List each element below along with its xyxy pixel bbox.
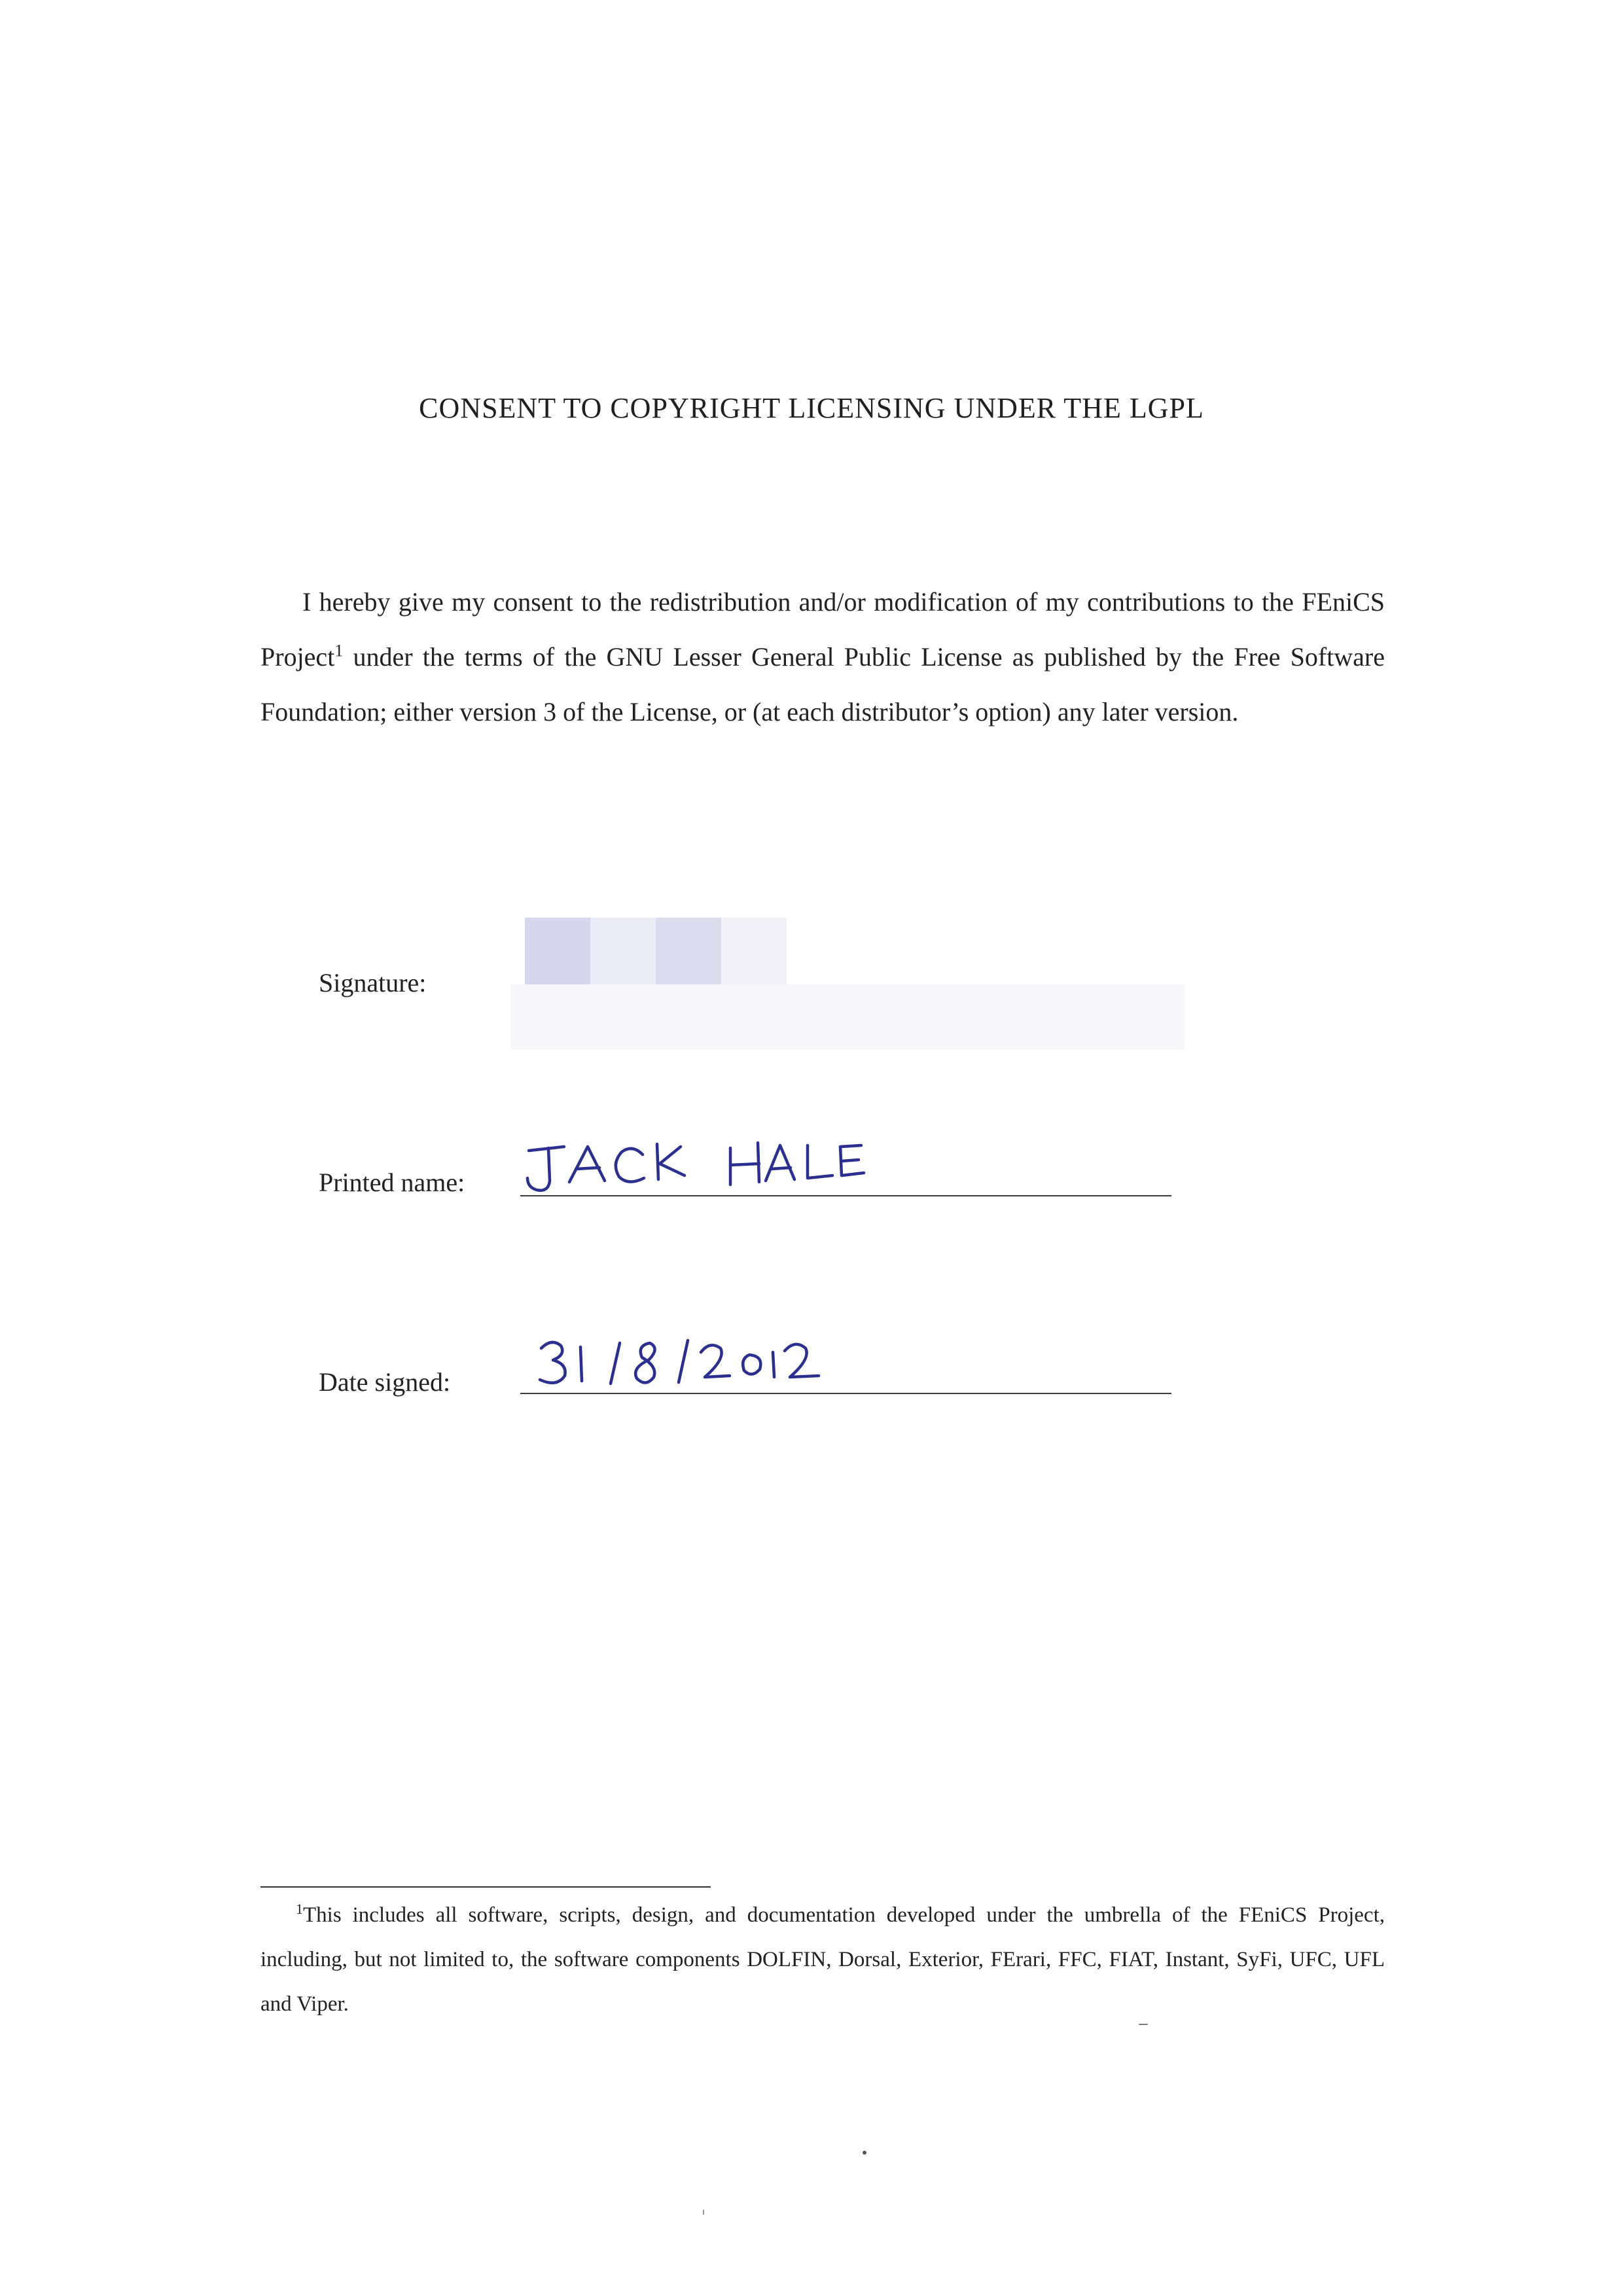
printed-name-label: Printed name: — [319, 1168, 465, 1197]
footnote-text: This includes all software, scripts, design, and documentation developed under the umbrella of the FEniCS Project, including, but not limited to, the software components DOLFIN, Dorsal, Exterior, FErari, FFC, FIAT, Instant, SyFi, UFC, UFL and Viper. — [260, 1903, 1385, 2016]
redaction-block-1 — [525, 918, 590, 984]
date-signed-handwriting — [533, 1329, 847, 1394]
footnote-rule — [260, 1886, 711, 1888]
scan-speck — [703, 2210, 704, 2215]
redaction-block-3 — [656, 918, 721, 984]
scan-speck — [863, 2151, 866, 2155]
date-signed-label: Date signed: — [319, 1367, 451, 1397]
scan-speck — [1139, 2024, 1148, 2025]
consent-text-part1: I hereby give my consent to the redistribution and/or modification of my contributions to the FEniCS Project — [260, 587, 1385, 672]
consent-text-part2: under the terms of the GNU Lesser General Public License as published by the Free Software Foundation; either version 3 of the License, or (at each distributor’s option) any later version. — [260, 642, 1385, 726]
footnote-marker: 1 — [296, 1901, 303, 1917]
signature-redaction — [510, 918, 1191, 1052]
redaction-block-4 — [721, 918, 787, 984]
footnote — [260, 1893, 1385, 2026]
page-title: CONSENT TO COPYRIGHT LICENSING UNDER THE LGPL — [419, 392, 1204, 424]
consent-paragraph — [260, 575, 1385, 740]
printed-name-handwriting — [524, 1132, 877, 1198]
footnote-reference: 1 — [334, 641, 344, 660]
signature-label: Signature: — [319, 968, 427, 997]
redaction-block-2 — [590, 918, 656, 984]
redaction-block-5 — [510, 984, 1185, 1050]
